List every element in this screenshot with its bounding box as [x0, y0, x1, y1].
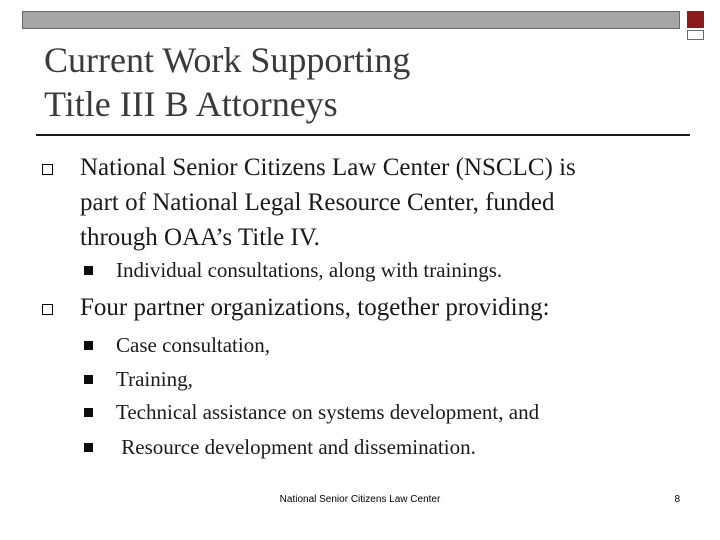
filled-square-bullet-icon: [84, 341, 93, 350]
bullet-text: [80, 290, 680, 325]
bullet-text: [80, 150, 680, 255]
hollow-square-bullet-icon: [42, 164, 53, 175]
page-number: 8: [674, 494, 680, 505]
title-line-2: Title III B Attorneys: [44, 84, 338, 124]
filled-square-bullet-icon: [84, 443, 93, 452]
filled-square-bullet-icon: [84, 266, 93, 275]
bullet-line: Four partner organizations, together providing:: [80, 294, 550, 321]
footer-text: National Senior Citizens Law Center: [279, 494, 441, 505]
sub-bullet-text: Individual consultations, along with trainings.: [116, 258, 503, 282]
sub-bullet-text: Technical assistance on systems development, and: [116, 400, 540, 424]
hollow-square-bullet-icon: [42, 304, 53, 315]
sub-bullet-text: Training,: [116, 367, 193, 391]
filled-square-bullet-icon: [84, 408, 93, 417]
filled-square-bullet-icon: [84, 375, 93, 384]
bullet-line: part of National Legal Resource Center, funded: [80, 189, 555, 216]
bullet-line: through OAA’s Title IV.: [80, 224, 320, 251]
sub-bullet-text: Resource development and dissemination.: [116, 435, 476, 459]
sub-bullet-text: Case consultation,: [116, 333, 270, 357]
title-line-1: Current Work Supporting: [44, 40, 411, 80]
bullet-line: National Senior Citizens Law Center (NSCLC) is: [80, 154, 576, 181]
